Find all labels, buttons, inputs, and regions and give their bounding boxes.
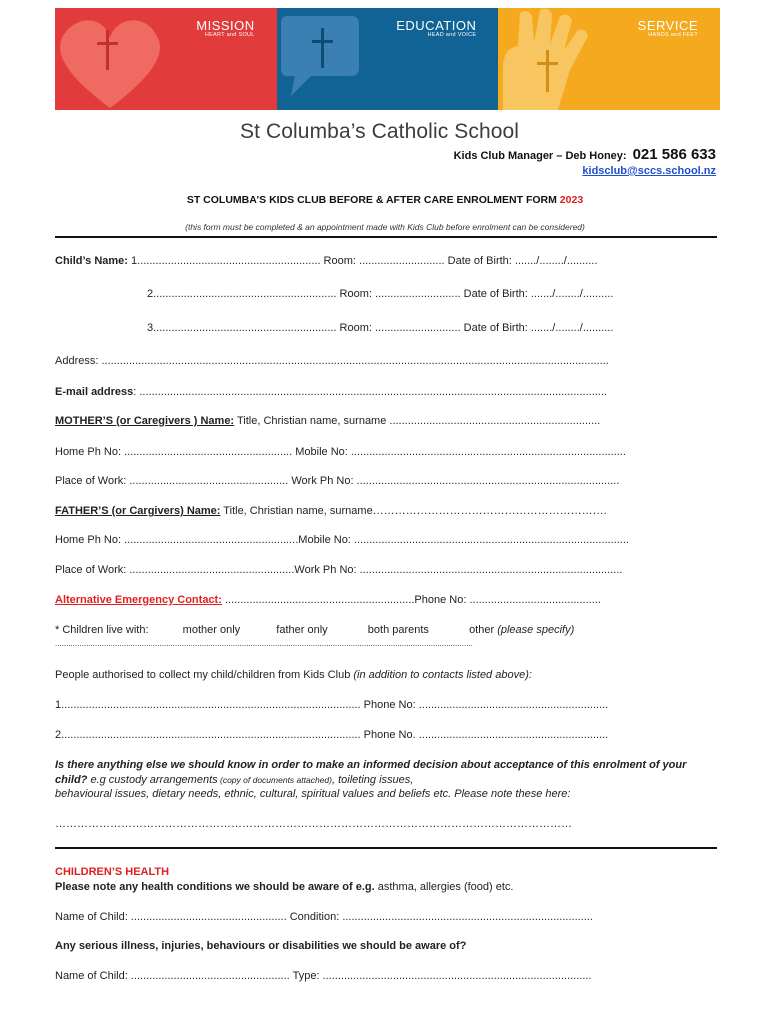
- mission-title: MISSION: [196, 18, 255, 33]
- authorised-person-1[interactable]: 1.................................................................................................. Phone No: ..............................................................: [55, 699, 609, 711]
- mother-label: MOTHER’S (or Caregivers ) Name:: [55, 415, 235, 427]
- child-row-2[interactable]: [147, 288, 717, 300]
- illness-type-row[interactable]: Name of Child: .................................................... Type: ........................................................................................: [55, 970, 592, 982]
- email-label: E-mail address: [55, 386, 134, 398]
- manager-contact: [454, 146, 716, 163]
- mission-panel: [55, 8, 277, 110]
- authorised-person-2[interactable]: 2.................................................................................................. Phone No. ..............................................................: [55, 729, 609, 741]
- option-other-note: (please specify): [497, 624, 575, 636]
- health-note-bold: Please note any health conditions we should be aware of e.g.: [55, 881, 375, 893]
- option-father-only[interactable]: father only: [276, 624, 328, 636]
- manager-label: Kids Club Manager – Deb Honey:: [453, 150, 627, 162]
- form-year: 2023: [559, 194, 584, 206]
- authorised-note: (in addition to contacts listed above):: [353, 669, 532, 681]
- service-subtitle: HANDS and FEET: [648, 32, 699, 38]
- anything-else-question: [55, 758, 717, 788]
- service-title: SERVICE: [637, 18, 699, 33]
- option-mother-only[interactable]: mother only: [182, 624, 241, 636]
- email-row[interactable]: [55, 386, 717, 398]
- father-phone-row[interactable]: Home Ph No: .........................................................Mobile No: ..........................................................................................: [55, 534, 629, 546]
- option-both-parents[interactable]: both parents: [367, 624, 429, 636]
- father-name-fields: Title, Christian name, surname……………………………………………………….: [220, 505, 607, 517]
- authorised-row: [55, 669, 717, 681]
- emergency-label: Alternative Emergency Contact:: [55, 594, 222, 606]
- live-with-row: [55, 624, 717, 636]
- divider-health: [55, 847, 717, 849]
- emergency-row[interactable]: [55, 594, 717, 606]
- email-dots: : .........................................................................................................................................................: [133, 386, 607, 398]
- emergency-fields: ..............................................................Phone No: ...........................................: [221, 594, 601, 606]
- divider-top: [55, 236, 717, 238]
- anything-else-bold: Is there anything else we should know in order to make an informed decision about acceptance of this enrolment of your child?: [55, 759, 687, 786]
- live-with-label: * Children live with:: [55, 624, 149, 636]
- child-row-1-fields: 1............................................................ Room: ............................ Date of Birth: ......./......../..........: [131, 255, 598, 267]
- email-link[interactable]: kidsclub@sccs.school.nz: [582, 165, 716, 177]
- live-with-dots[interactable]: ............................................................................................................................................................................................: [55, 639, 473, 648]
- service-panel: [498, 8, 720, 110]
- anything-else-copy-note: (copy of documents attached): [217, 775, 332, 785]
- anything-else-dots[interactable]: ……………………………………………………………………………………………………………………………: [55, 818, 572, 830]
- health-note-rest: asthma, allergies (food) etc.: [374, 881, 514, 893]
- education-subtitle: HEAD and VOICE: [427, 32, 477, 38]
- child-row-3-fields: 3............................................................ Room: ............................ Date of Birth: ......./......../..........: [147, 322, 614, 334]
- mother-phone-row[interactable]: Home Ph No: ....................................................... Mobile No: ..........................................................................................: [55, 446, 626, 458]
- father-work-row[interactable]: Place of Work: ......................................................Work Ph No: ......................................................................................: [55, 564, 623, 576]
- form-title-text: ST COLUMBA’S KIDS CLUB BEFORE & AFTER CARE ENROLMENT FORM: [186, 194, 557, 206]
- child-row-3[interactable]: [147, 322, 717, 334]
- anything-else-eg: e.g custody arrangements: [87, 774, 218, 786]
- school-name: St Columba’s Catholic School: [240, 120, 520, 143]
- education-panel: [277, 8, 499, 110]
- education-title: EDUCATION: [396, 18, 477, 33]
- mother-work-row[interactable]: Place of Work: .................................................... Work Ph No: ......................................................................................: [55, 475, 620, 487]
- father-label: FATHER’S (or Cargivers) Name:: [55, 505, 221, 517]
- health-condition-row[interactable]: Name of Child: ................................................... Condition: ..................................................................................: [55, 911, 593, 923]
- mission-subtitle: HEART and SOUL: [204, 32, 255, 38]
- child-row-1[interactable]: [55, 255, 717, 267]
- mother-name-fields: Title, Christian name, surname .....................................................................: [234, 415, 601, 427]
- health-note: [55, 881, 717, 893]
- father-name-row[interactable]: [55, 505, 717, 517]
- anything-else-rest: , toileting issues,: [331, 774, 414, 786]
- anything-else-line3: behavioural issues, dietary needs, ethnic, cultural, spiritual values and beliefs etc. Please note these here:: [55, 788, 571, 800]
- mother-name-row[interactable]: [55, 415, 717, 427]
- form-title: [0, 194, 770, 206]
- manager-phone: 021 586 633: [632, 146, 716, 163]
- school-banner: [55, 8, 720, 110]
- form-note: (this form must be completed & an appointment made with Kids Club before enrolment can be considered): [185, 222, 585, 232]
- authorised-text: People authorised to collect my child/children from Kids Club: [55, 669, 351, 681]
- child-row-2-fields: 2............................................................ Room: ............................ Date of Birth: ......./......../..........: [147, 288, 614, 300]
- health-heading: CHILDREN’S HEALTH: [55, 866, 170, 878]
- child-name-label: Child’s Name:: [55, 255, 128, 267]
- address-row[interactable]: Address: ......................................................................................................................................................................: [55, 355, 609, 367]
- option-other[interactable]: other: [469, 624, 495, 636]
- illness-question: Any serious illness, injuries, behaviours or disabilities we should be aware of?: [55, 940, 467, 952]
